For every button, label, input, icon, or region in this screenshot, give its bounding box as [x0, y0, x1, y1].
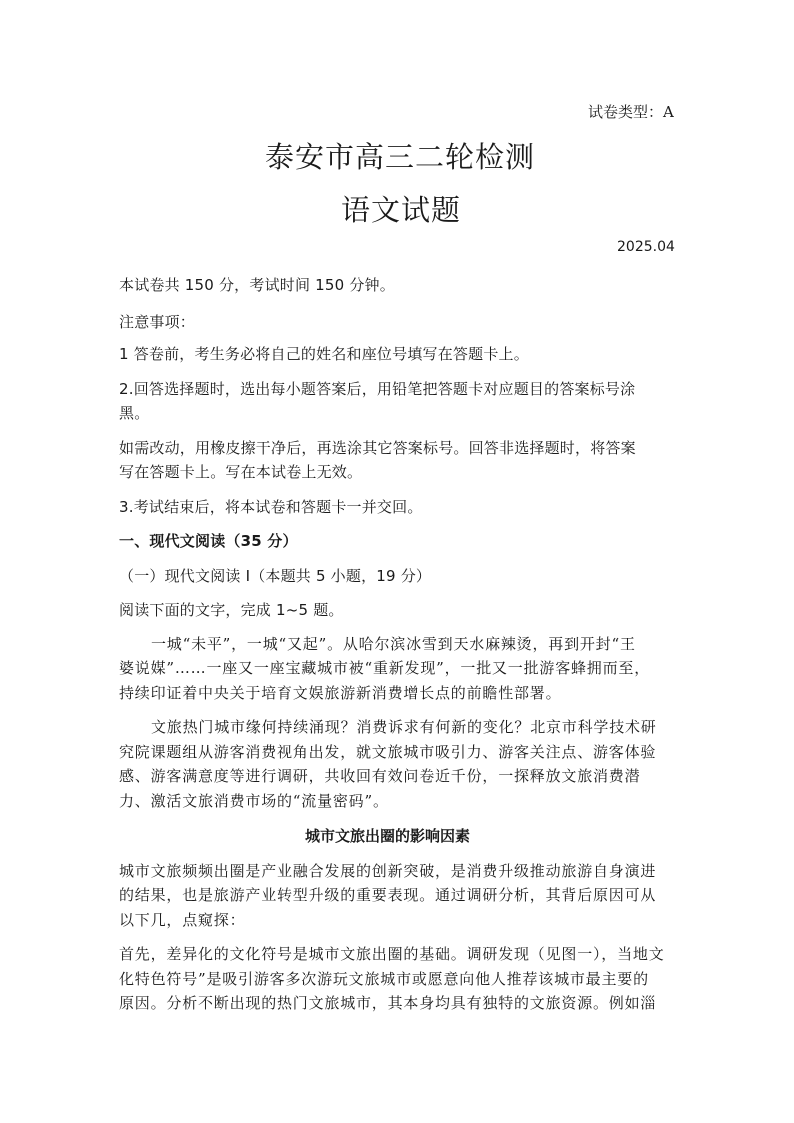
- passage-p1-line-3: 持续印证着中央关于培育文娱旅游新消费增长点的前瞻性部署。: [119, 684, 562, 702]
- passage-p4-line-1: 首先，差异化的文化符号是城市文旅出圈的基础。调研发现（见图一），当地文: [119, 945, 665, 963]
- passage-p1-line-2: 婆说媒”……一座又一座宝藏城市被“重新发现”，一批又一批游客蜂拥而至，: [119, 659, 651, 677]
- note-item-2b-line-2: 写在答题卡上。写在本试卷上无效。: [119, 463, 363, 481]
- note-item-3: 3.考试结束后，将本试卷和答题卡一并交回。: [119, 498, 423, 516]
- note-item-2-line-1: 2.回答选择题时，选出每小题答案后，用铅笔把答题卡对应题目的答案标号涂: [119, 380, 636, 398]
- passage-p3-line-2: 的结果，也是旅游产业转型升级的重要表现。通过调研分析，其背后原因可从: [119, 886, 657, 904]
- passage-p2-line-1: 文旅热门城市缘何持续涌现？消费诉求有何新的变化？北京市科学技术研: [151, 718, 657, 736]
- passage-center-heading: 城市文旅出圈的影响因素: [305, 827, 471, 845]
- passage-p2-line-2: 究院课题组从游客消费视角出发，就文旅城市吸引力、游客关注点、游客体验: [119, 743, 657, 761]
- exam-intro: 本试卷共 150 分，考试时间 150 分钟。: [119, 276, 395, 294]
- note-item-2-line-2: 黑。: [119, 404, 150, 422]
- passage-p4-line-3: 原因。分析不断出现的热门文旅城市，其本身均具有独特的文旅资源。例如淄: [119, 994, 657, 1012]
- passage-p4-line-2: 化特色符号”是吸引游客多次游玩文旅城市或愿意向他人推荐该城市最主要的: [119, 970, 649, 988]
- passage-p3-line-1: 城市文旅频频出圈是产业融合发展的创新突破，是消费升级推动旅游自身演进: [119, 862, 657, 880]
- note-item-1: 1 答卷前，考生务必将自己的姓名和座位号填写在答题卡上。: [119, 345, 529, 363]
- note-item-2b-line-1: 如需改动，用橡皮擦干净后，再选涂其它答案标号。回答非选择题时，将答案: [119, 439, 636, 457]
- passage-p3-line-3: 以下几，点窥探：: [119, 911, 246, 929]
- passage-p2-line-4: 力、激活文旅消费市场的“流量密码”。: [119, 792, 389, 810]
- passage-p1-line-1: 一城“未平”，一城“又起”。从哈尔滨冰雪到天水麻辣烫，再到开封“王: [151, 635, 636, 653]
- section-1-sub-heading: （一）现代文阅读 I（本题共 5 小题，19 分）: [119, 567, 432, 585]
- exam-title: 泰安市高三二轮检测: [265, 140, 536, 174]
- reading-prompt: 阅读下面的文字，完成 1~5 题。: [119, 601, 344, 619]
- passage-p2-line-3: 感、游客满意度等进行调研，共收回有效问卷近千份，一探释放文旅消费潜: [119, 767, 641, 785]
- section-1-heading: 一、现代文阅读（35 分）: [119, 532, 298, 550]
- notes-heading: 注意事项：: [119, 313, 196, 331]
- paper-type-label: 试卷类型：A: [588, 103, 674, 121]
- exam-subtitle: 语文试题: [341, 193, 462, 227]
- exam-date: 2025.04: [617, 239, 675, 255]
